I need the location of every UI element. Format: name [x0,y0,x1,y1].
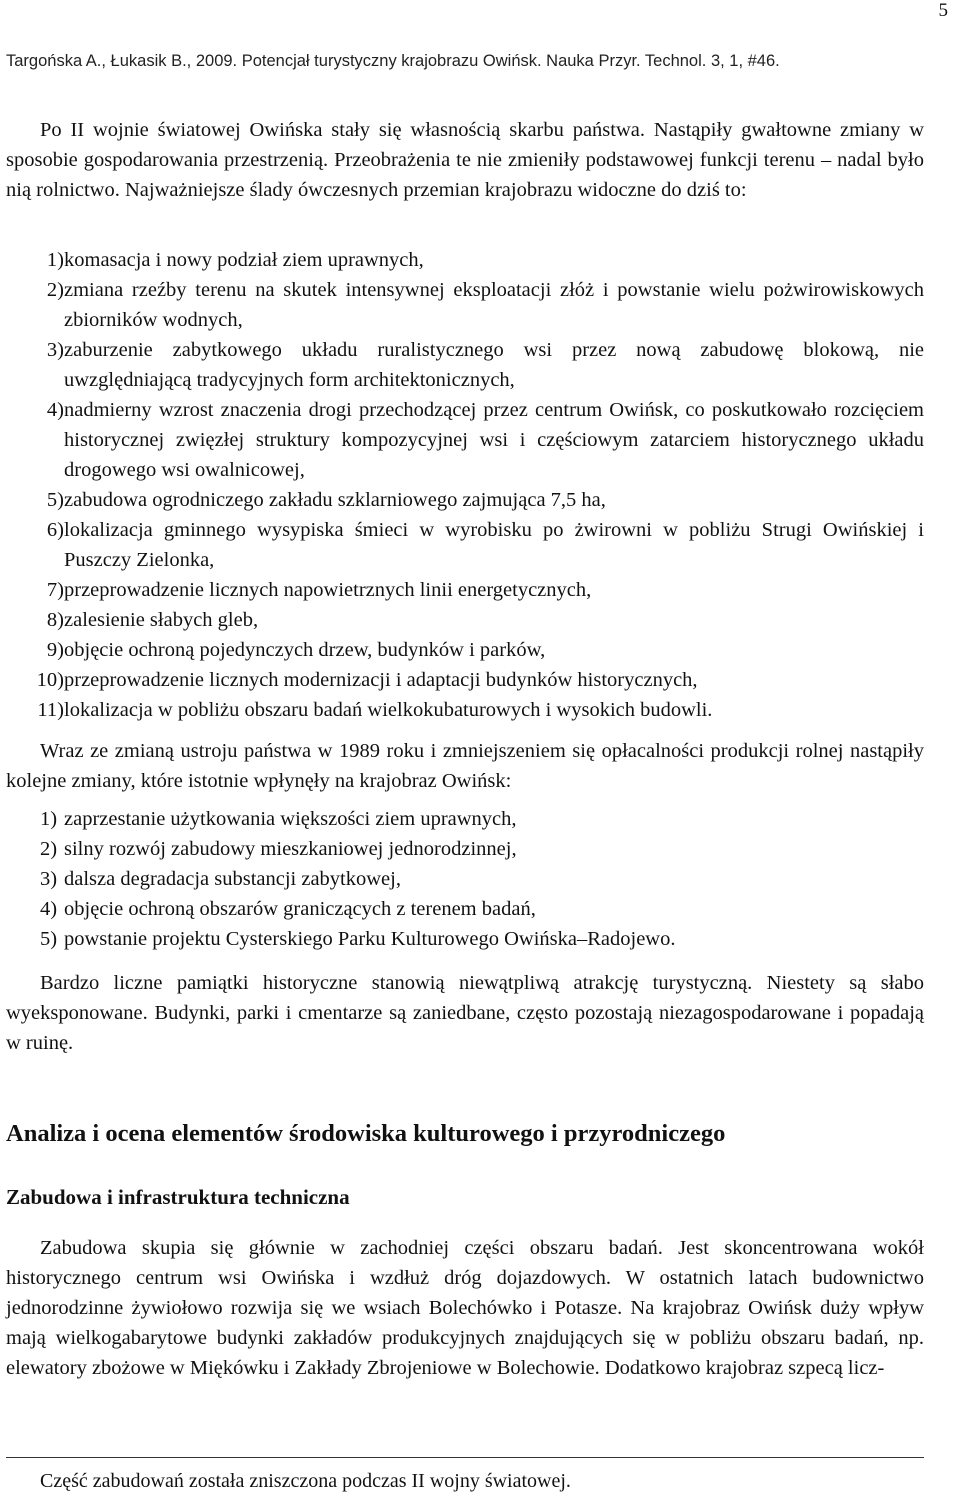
list-item-text: zalesienie słabych gleb, [64,609,259,631]
list-item-text: przeprowadzenie licznych napowietrznych linii energetycznych, [64,579,592,601]
paragraph-1989: Wraz ze zmianą ustroju państwa w 1989 roku i zmniejszeniem się opłacalności produkcji rolnej nastąpiły kolejne zmiany, które istotnie wpłynęły na krajobraz Owińsk: [6,740,924,792]
list-item-number: 6) [46,519,64,541]
list-item-number: 2) [40,838,58,860]
list-item [6,834,924,864]
list-item [6,665,924,695]
subsection-heading: Zabudowa i infrastruktura techniczna [6,1185,350,1209]
list-item-text: dalsza degradacja substancji zabytkowej, [64,868,401,890]
list-item-text: zaburzenie zabytkowego układu ruralistycznego wsi przez nową zabudowę blokową, nie uwzględniającą tradycyjnych form architektonicznych, [64,339,924,391]
list-item-number: 2) [46,279,64,301]
list-item-number: 5) [46,489,64,511]
list-item-text: lokalizacja w pobliżu obszaru badań wielkokubaturowych i wysokich budowli. [64,699,713,721]
list-item [6,275,924,335]
list-item-text: objęcie ochroną obszarów graniczących z terenem badań, [64,898,536,920]
list-item [6,695,924,725]
list-1989-changes [6,804,924,954]
list-item-number: 8) [46,609,64,631]
footer-rule [6,1457,924,1458]
list-item-number: 4) [46,399,64,421]
list-item-text: objęcie ochroną pojedynczych drzew, budynków i parków, [64,639,546,661]
list-item-text: zabudowa ogrodniczego zakładu szklarniowego zajmująca 7,5 ha, [64,489,606,511]
list-item-number: 3) [46,339,64,361]
paragraph-buildings: Zabudowa skupia się głównie w zachodniej części obszaru badań. Jest skoncentrowana wokół historycznego centrum wsi Owińska i wzdłuż dróg dojazdowych. W ostatnich latach budownictwo jednorodzinne żywiołowo rozwija się we wsiach Bolechówko i Potasze. Na krajobraz Owińsk duży wpływ mają wielkogabarytowe budynki zakładów produkcyjnych znajdujących się w pobliżu obszaru badań, np. elewatory zbożowe w Miękówku i Zakłady Zbrojeniowe w Bolechowie. Dodatkowo krajobraz szpecą licz- [6,1237,924,1379]
list-item-number: 5) [40,928,58,950]
list-postwar-changes [6,245,924,725]
list-item [6,485,924,515]
list-item-text: powstanie projektu Cysterskiego Parku Kulturowego Owińska–Radojewo. [64,928,676,950]
list-item [6,635,924,665]
list-item [6,894,924,924]
list-item-number: 1) [46,249,64,271]
list-item [6,804,924,834]
list-item-text: zaprzestanie użytkowania większości ziem uprawnych, [64,808,517,830]
list-item [6,395,924,485]
list-item [6,335,924,395]
list-item-text: przeprowadzenie licznych modernizacji i adaptacji budynków historycznych, [64,669,698,691]
list-item-number: 4) [40,898,58,920]
list-item [6,924,924,954]
list-item-text: komasacja i nowy podział ziem uprawnych, [64,249,424,271]
paragraph-historic-relics: Bardzo liczne pamiątki historyczne stanowią niewątpliwą atrakcję turystyczną. Niestety są słabo wyeksponowane. Budynki, parki i cmentarze są zaniedbane, często pozostają niezagospodarowane i popadają w ruinę. [6,972,924,1054]
list-item-text: zmiana rzeźby terenu na skutek intensywnej eksploatacji złóż i powstanie wielu pożwirowiskowych zbiorników wodnych, [64,279,924,331]
page-number: 5 [938,0,948,21]
list-item-number: 1) [40,808,58,830]
footnote: Część zabudowań została zniszczona podczas II wojny światowej. [40,1470,571,1492]
list-item [6,575,924,605]
list-item-text: nadmierny wzrost znaczenia drogi przechodzącej przez centrum Owińsk, co poskutkowało rozcięciem historycznej zwięzłej struktury kompozycyjnej wsi i częściowym zatarciem historycznego układu drogowego wsi owalnicowej, [64,399,924,481]
list-item-number: 3) [40,868,58,890]
paragraph-postwar: Po II wojnie światowej Owińska stały się własnością skarbu państwa. Nastąpiły gwałtowne zmiany w sposobie gospodarowania przestrzenią. Przeobrażenia te nie zmieniły podstawowej funkcji terenu – nadal było nią rolnictwo. Najważniejsze ślady ówczesnych przemian krajobrazu widoczne do dziś to: [6,119,924,201]
list-item [6,864,924,894]
list-item-text: silny rozwój zabudowy mieszkaniowej jednorodzinnej, [64,838,517,860]
list-item-number: 9) [46,639,64,661]
list-item [6,245,924,275]
citation-header: Targońska A., Łukasik B., 2009. Potencjał turystyczny krajobrazu Owińsk. Nauka Przyr. Technol. 3, 1, #46. [6,52,780,70]
list-item-number: 10) [36,669,64,691]
list-item [6,515,924,575]
section-heading: Analiza i ocena elementów środowiska kulturowego i przyrodniczego [6,1120,726,1147]
list-item [6,605,924,635]
list-item-text: lokalizacja gminnego wysypiska śmieci w wyrobisku po żwirowni w pobliżu Strugi Owińskiej i Puszczy Zielonka, [64,519,924,571]
list-item-number: 11) [37,699,64,721]
list-item-number: 7) [46,579,64,601]
